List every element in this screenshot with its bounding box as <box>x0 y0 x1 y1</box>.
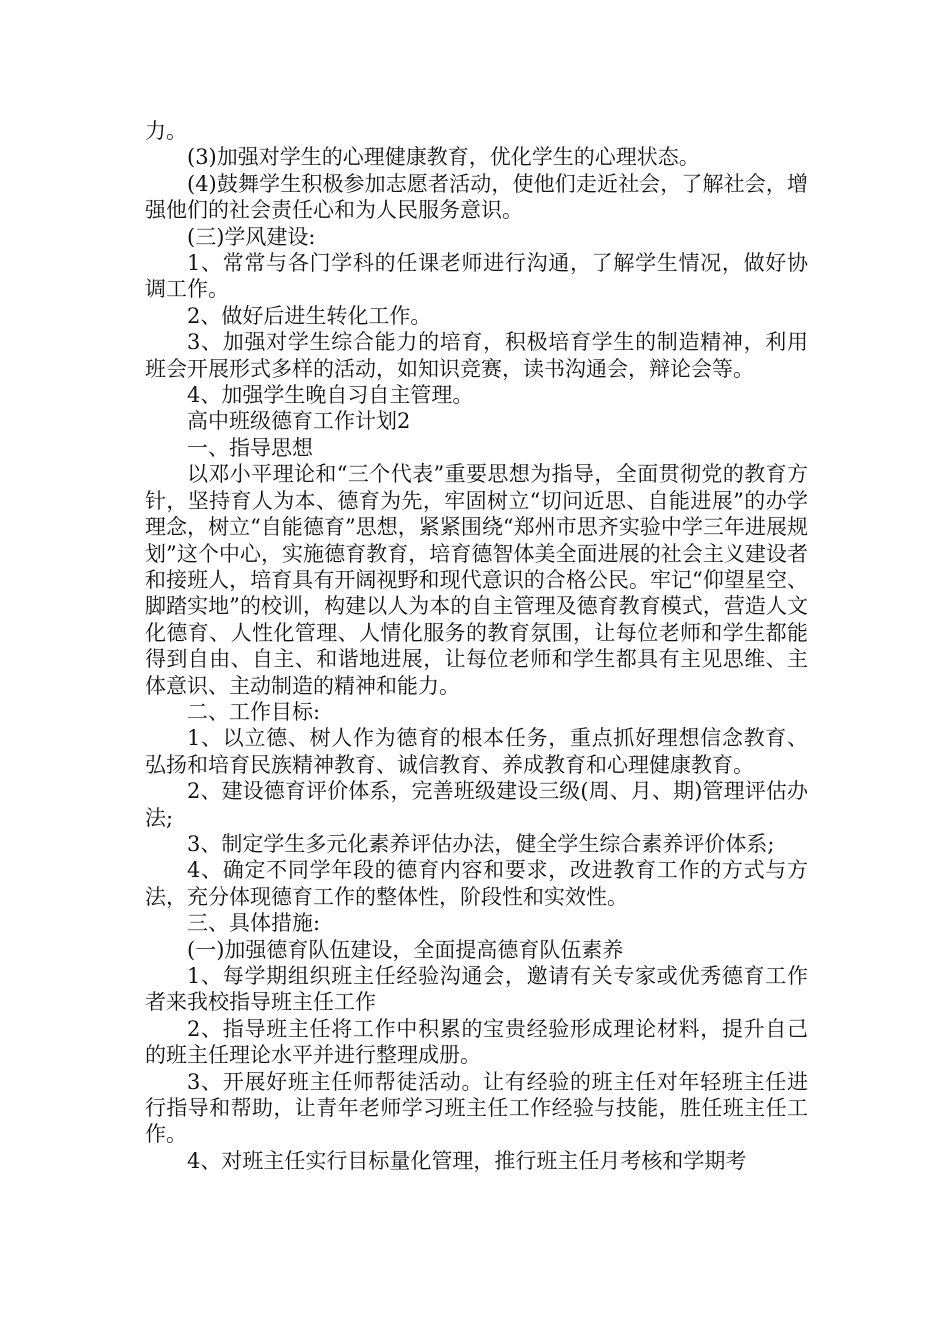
paragraph: 3、开展好班主任师帮徒活动。让有经验的班主任对年轻班主任进行指导和帮助，让青年老师学习班主任工作经验与技能，胜任班主任工作。 <box>145 1069 808 1147</box>
paragraph: 3、制定学生多元化素养评估办法，健全学生综合素养评价体系; <box>187 831 775 856</box>
document-title: 高中班级德育工作计划2 <box>187 409 411 434</box>
paragraph: (3)加强对学生的心理健康教育，优化学生的心理状态。 <box>187 145 700 170</box>
section-heading: 三、具体措施: <box>187 911 321 936</box>
section-heading: (一)加强德育队伍建设，全面提高德育队伍素养 <box>187 937 624 962</box>
paragraph: 4、确定不同学年段的德育内容和要求，改进教育工作的方式与方法，充分体现德育工作的整体性，阶段性和实效性。 <box>145 858 808 909</box>
paragraph: 1、以立德、树人作为德育的根本任务，重点抓好理想信念教育、弘扬和培育民族精神教育、诚信教育、养成教育和心理健康教育。 <box>145 726 808 777</box>
paragraph: 以邓小平理论和“三个代表”重要思想为指导，全面贯彻党的教育方针，坚持育人为本、德育为先，牢固树立“切问近思、自能进展”的办学理念，树立“自能德育”思想，紧紧围绕“郑州市思齐实验中学三年进展规划”这个中心，实施德育教育，培育德智体美全面进展的社会主义建设者和接班人，培育具有开阔视野和现代意识的合格公民。牢记“仰望星空、脚踏实地”的校训，构建以人为本的自主管理及德育教育模式，营造人文化德育、人性化管理、人情化服务的教育氛围，让每位老师和学生都能得到自由、自主、和谐地进展，让每位老师和学生都具有主见思维、主体意识、主动制造的精神和能力。 <box>145 462 808 698</box>
section-heading: (三)学风建设: <box>187 224 316 249</box>
paragraph: 2、指导班主任将工作中积累的宝贵经验形成理论材料，提升自己的班主任理论水平并进行整理成册。 <box>145 1016 808 1068</box>
paragraph: 1、每学期组织班主任经验沟通会，邀请有关专家或优秀德育工作者来我校指导班主任工作 <box>145 964 808 1015</box>
paragraph: 力。 <box>145 119 187 143</box>
section-heading: 一、指导思想 <box>187 435 313 460</box>
paragraph: 4、加强学生晚自习自主管理。 <box>187 383 474 408</box>
document-page <box>145 118 808 1174</box>
paragraph: 1、常常与各门学科的任课老师进行沟通，了解学生情况，做好协调工作。 <box>145 251 808 302</box>
paragraph: 2、建设德育评价体系，完善班级建设三级(周、月、期)管理评估办法; <box>145 779 808 830</box>
paragraph: 2、做好后进生转化工作。 <box>187 303 432 328</box>
paragraph: 3、加强对学生综合能力的培育，积极培育学生的制造精神，利用班会开展形式多样的活动，如知识竞赛，读书沟通会，辩论会等。 <box>145 330 808 381</box>
section-heading: 二、工作目标: <box>187 699 321 724</box>
paragraph: 4、对班主任实行目标量化管理，推行班主任月考核和学期考 <box>187 1148 747 1173</box>
paragraph: (4)鼓舞学生积极参加志愿者活动，使他们走近社会，了解社会，增强他们的社会责任心和为人民服务意识。 <box>145 171 808 223</box>
